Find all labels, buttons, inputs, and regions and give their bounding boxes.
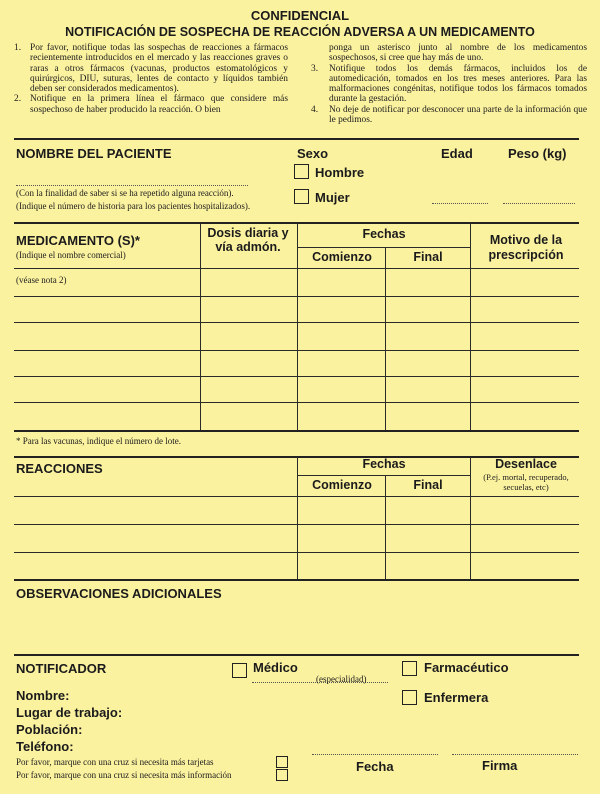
weight-label: Peso (kg): [508, 146, 567, 161]
instruction-3: 3. Notifique todos los demás fármacos, incluidos los de automedicación, tomados en los tres meses anteriores. Para las malformaciones congénitas, notifique todos los fármacos tomados durante la gestación.: [311, 63, 587, 105]
column-divider: [200, 223, 201, 430]
age-label: Edad: [441, 146, 473, 161]
med-start-header: Comienzo: [312, 250, 372, 264]
patient-name-field[interactable]: [16, 185, 248, 186]
divider: [14, 654, 579, 656]
divider: [14, 138, 579, 140]
patient-name-label: NOMBRE DEL PACIENTE: [16, 146, 172, 161]
sex-label: Sexo: [297, 146, 329, 161]
vaccine-note: * Para las vacunas, indique el número de lote.: [16, 436, 181, 446]
medication-sub: (Indique el nombre comercial): [16, 250, 126, 260]
divider: [14, 430, 579, 432]
instructions-right: [311, 43, 587, 125]
reactions-label: REACCIONES: [16, 461, 103, 476]
column-divider: [470, 457, 471, 579]
pharmacist-checkbox[interactable]: [402, 661, 417, 676]
instruction-1: 1. Por favor, notifique todas las sospechas de reacciones a fármacos recientemente introducidos en el mercado y las reacciones graves o raras a otros fármacos (vacunas, productos estomatológicos y quirúrgicos, DIU, suturas, lentes de contacto y líquidos también deben ser considerados medicamentos).: [14, 43, 288, 95]
instruction-2: 2. Notifique en la primera línea el fármaco que considere más sospechoso de haber producido la reacción. O bien: [14, 94, 288, 115]
med-end-header: Final: [413, 250, 443, 264]
age-field[interactable]: [432, 203, 488, 204]
more-info-label: Por favor, marque con una cruz si necesita más información: [16, 770, 232, 780]
observations-field[interactable]: [16, 605, 576, 649]
town-label: Población:: [16, 722, 83, 737]
female-label: Mujer: [315, 190, 350, 205]
pharmacist-label: Farmacéutico: [424, 660, 509, 675]
specialty-label: (especialidad): [316, 674, 367, 684]
more-info-checkbox[interactable]: [276, 769, 288, 781]
reaction-end-header: Final: [413, 478, 443, 492]
reporter-label: NOTIFICADOR: [16, 661, 107, 676]
reason-header: Motivo de la prescripción: [488, 233, 564, 262]
column-divider: [297, 223, 298, 430]
more-cards-label: Por favor, marque con una cruz si necesita más tarjetas: [16, 757, 214, 767]
phone-label: Teléfono:: [16, 739, 74, 754]
column-divider: [385, 475, 386, 579]
nurse-checkbox[interactable]: [402, 690, 417, 705]
patient-note-2: (Indique el número de historia para los pacientes hospitalizados).: [16, 201, 251, 211]
column-divider: [385, 247, 386, 430]
patient-note-1: (Con la finalidad de saber si se ha repetido alguna reacción).: [16, 188, 234, 198]
signature-label: Firma: [482, 758, 518, 773]
instruction-4: 4. No deje de notificar por desconocer una parte de la información que le pedimos.: [311, 104, 587, 126]
confidential-label: CONFIDENCIAL: [250, 8, 350, 23]
divider: [298, 475, 470, 476]
signature-field[interactable]: [452, 754, 578, 755]
outcome-header: Desenlace: [495, 457, 557, 471]
med-dates-header: Fechas: [362, 227, 406, 241]
doctor-checkbox[interactable]: [232, 663, 247, 678]
date-label: Fecha: [356, 759, 394, 774]
form-title: NOTIFICACIÓN DE SOSPECHA DE REACCIÓN ADVERSA A UN MEDICAMENTO: [65, 25, 535, 39]
outcome-sub: (P.ej. mortal, recuperado, secuelas, etc): [483, 472, 569, 492]
male-label: Hombre: [315, 165, 365, 180]
weight-field[interactable]: [503, 203, 575, 204]
nurse-label: Enfermera: [424, 690, 489, 705]
column-divider: [297, 457, 298, 579]
instruction-2-cont: ponga un asterisco junto al nombre de los medicamentos sospechosos, si cree que hay más de uno.: [329, 43, 587, 64]
date-field[interactable]: [312, 754, 438, 755]
see-note: (véase nota 2): [16, 275, 67, 285]
column-divider: [470, 223, 471, 430]
doctor-label: Médico: [253, 660, 298, 675]
male-checkbox[interactable]: [294, 164, 309, 179]
divider: [298, 247, 470, 248]
medication-label: MEDICAMENTO (S)*: [16, 233, 140, 248]
reaction-start-header: Comienzo: [312, 478, 372, 492]
female-checkbox[interactable]: [294, 189, 309, 204]
dose-header: Dosis diaria y vía admón.: [207, 226, 289, 254]
reporter-name-label: Nombre:: [16, 688, 70, 703]
reaction-dates-header: Fechas: [362, 457, 406, 471]
more-cards-checkbox[interactable]: [276, 756, 288, 768]
divider: [14, 579, 579, 581]
instructions-left: [14, 43, 288, 115]
observations-label: OBSERVACIONES ADICIONALES: [16, 586, 222, 601]
workplace-label: Lugar de trabajo:: [16, 705, 123, 720]
